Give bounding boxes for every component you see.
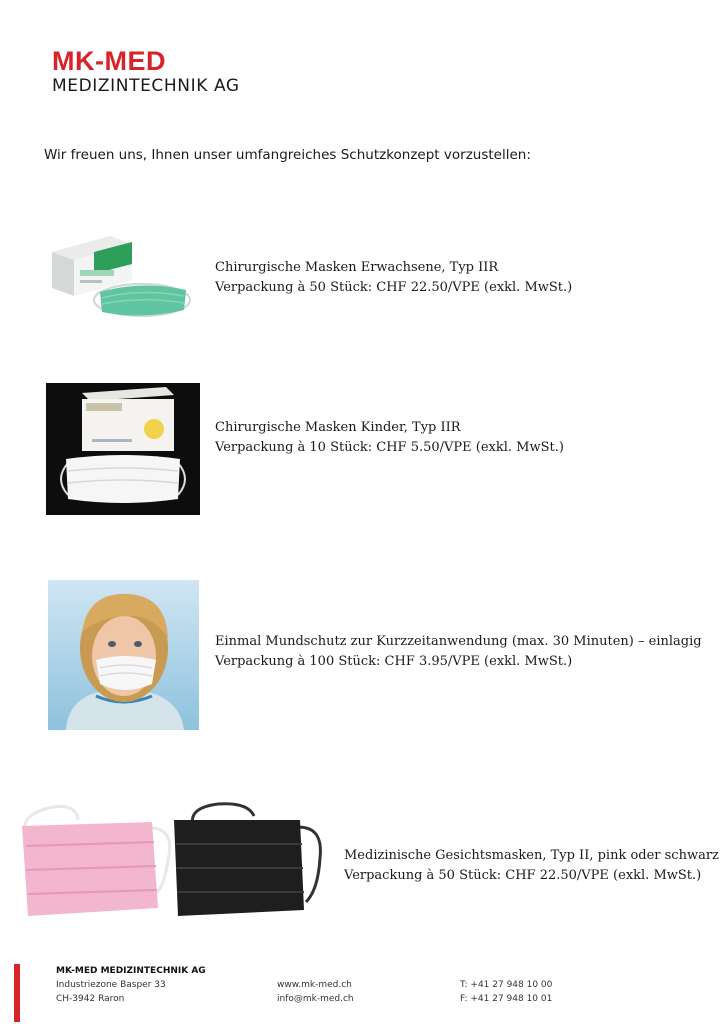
white-mask-box-image	[46, 383, 200, 515]
footer-phone-contact	[460, 978, 552, 1006]
product-name: Chirurgische Masken Erwachsene, Typ IIR	[215, 260, 499, 275]
footer-company: MK-MED MEDIZINTECHNIK AG	[56, 966, 206, 976]
product-package: Verpackung à 50 Stück: CHF 22.50/VPE (exkl. MwSt.)	[215, 280, 573, 295]
intro-text: Wir freuen uns, Ihnen unser umfangreiches Schutzkonzept vorzustellen:	[44, 147, 531, 163]
footer-address	[56, 964, 206, 1006]
green-mask-box-image	[50, 230, 200, 322]
product-name: Chirurgische Masken Kinder, Typ IIR	[215, 420, 461, 435]
footer-city: CH-3942 Raron	[56, 994, 125, 1004]
product-package: Verpackung à 50 Stück: CHF 22.50/VPE (exkl. MwSt.)	[344, 868, 702, 883]
footer-phone: T: +41 27 948 10 00	[460, 980, 553, 990]
product-info-2	[215, 418, 564, 458]
pink-black-masks-image	[18, 798, 330, 932]
product-name: Medizinische Gesichtsmasken, Typ II, pink oder schwarz	[344, 848, 719, 863]
footer-web-contact	[277, 978, 354, 1006]
logo-main-text: MK-MED	[52, 46, 166, 76]
product-package: Verpackung à 100 Stück: CHF 3.95/VPE (exkl. MwSt.)	[215, 654, 573, 669]
product-package: Verpackung à 10 Stück: CHF 5.50/VPE (exkl. MwSt.)	[215, 440, 564, 455]
product-info-3	[215, 632, 702, 672]
product-info-1	[215, 258, 572, 298]
company-logo	[52, 48, 240, 96]
woman-wearing-mask-image	[48, 580, 199, 730]
footer-web-link[interactable]: www.mk-med.ch	[277, 980, 352, 990]
product-name: Einmal Mundschutz zur Kurzzeitanwendung (max. 30 Minuten) – einlagig	[215, 634, 702, 649]
logo-sub-text: MEDIZINTECHNIK AG	[52, 76, 240, 96]
footer-accent-bar	[14, 964, 20, 1022]
footer-email-link[interactable]: info@mk-med.ch	[277, 994, 354, 1004]
footer-street: Industriezone Basper 33	[56, 980, 166, 990]
footer-fax: F: +41 27 948 10 01	[460, 994, 553, 1004]
product-info-4	[344, 846, 719, 886]
